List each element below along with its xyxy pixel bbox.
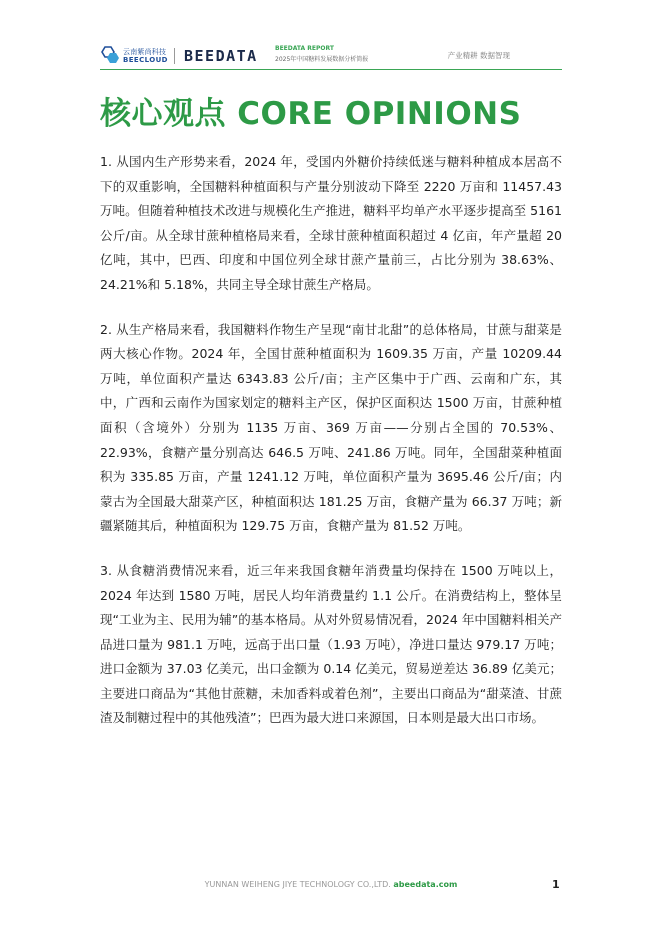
opinions-body	[100, 150, 562, 751]
logo-company-cn: 云南紫尚科技	[123, 48, 167, 56]
logo-company-en: BEECLOUD	[123, 56, 168, 64]
header-tagline: 产业精耕 数据智现	[447, 51, 510, 60]
report-title-cn: 2025年中国糖料发展数据分析简报	[275, 56, 369, 63]
report-label-en: BEEDATA REPORT	[275, 45, 334, 52]
opinion-paragraph-1: 1. 从国内生产形势来看，2024 年，受国内外糖价持续低迷与糖料种植成本居高不下的双重影响，全国糖料种植面积与产量分别波动下降至 2220 万亩和 11457.43 万吨。但随着种植技术改进与规模化生产推进，糖料平均单产水平逐步提高至 5161 公斤/亩。从全球甘蔗种植格局来看，全球甘蔗种植面积超过 4 亿亩，年产量超 20 亿吨，其中，巴西、印度和中国位列全球甘蔗产量前三，占比分别为 38.63%、24.21%和 5.18%，共同主导全球甘蔗生产格局。	[100, 154, 562, 292]
footer-site-link[interactable]: abeedata.com	[393, 880, 458, 889]
page-number: 1	[552, 878, 560, 891]
header-divider	[174, 48, 175, 64]
opinion-paragraph-3: 3. 从食糖消费情况来看，近三年来我国食糖年消费量均保持在 1500 万吨以上，2024 年达到 1580 万吨，居民人均年消费量约 1.1 公斤。在消费结构上，整体呈现“工业为主、民用为辅”的基本格局。从对外贸易情况看，2024 年中国糖料相关产品进口量为 981.1 万吨，远高于出口量（1.93 万吨），净进口量达 979.17 万吨；进口金额为 37.03 亿美元，出口金额为 0.14 亿美元，贸易逆差达 36.89 亿美元；主要进口商品为“其他甘蔗糖，未加香料或着色剂”，主要出口商品为“甜菜渣、甘蔗渣及制糖过程中的其他残渣”；巴西为最大进口来源国，日本则是最大出口市场。	[100, 562, 562, 726]
bee-logo-icon	[100, 46, 120, 64]
header-rule	[100, 69, 562, 70]
opinion-paragraph-2: 2. 从生产格局来看，我国糖料作物生产呈现“南甘北甜”的总体格局，甘蔗与甜菜是两大核心作物。2024 年，全国甘蔗种植面积为 1609.35 万亩，产量 10209.44 万吨，单位面积产量达 6343.83 公斤/亩；主产区集中于广西、云南和广东，其中，广西和云南作为国家划定的糖料主产区，保护区面积达 1500 万亩，甘蔗种植面积（含境外）分别为 1135 万亩、369 万亩——分别占全国的 70.53%、22.93%，食糖产量分别高达 646.5 万吨、241.86 万吨。同年，全国甜菜种植面积为 335.85 万亩，产量 1241.12 万吨，单位面积产量为 3695.46 公斤/亩；内蒙古为全国最大甜菜产区，种植面积达 181.25 万亩，食糖产量为 66.37 万吨；新疆紧随其后，种植面积为 129.75 万亩，食糖产量为 81.52 万吨。	[100, 321, 562, 534]
page-header	[100, 46, 562, 70]
page-title: 核心观点 CORE OPINIONS	[100, 96, 522, 132]
page-footer	[0, 880, 662, 889]
footer-company: YUNNAN WEIHENG JIYE TECHNOLOGY CO.,LTD.	[204, 880, 391, 889]
brand-name: BEEDATA	[184, 47, 258, 65]
